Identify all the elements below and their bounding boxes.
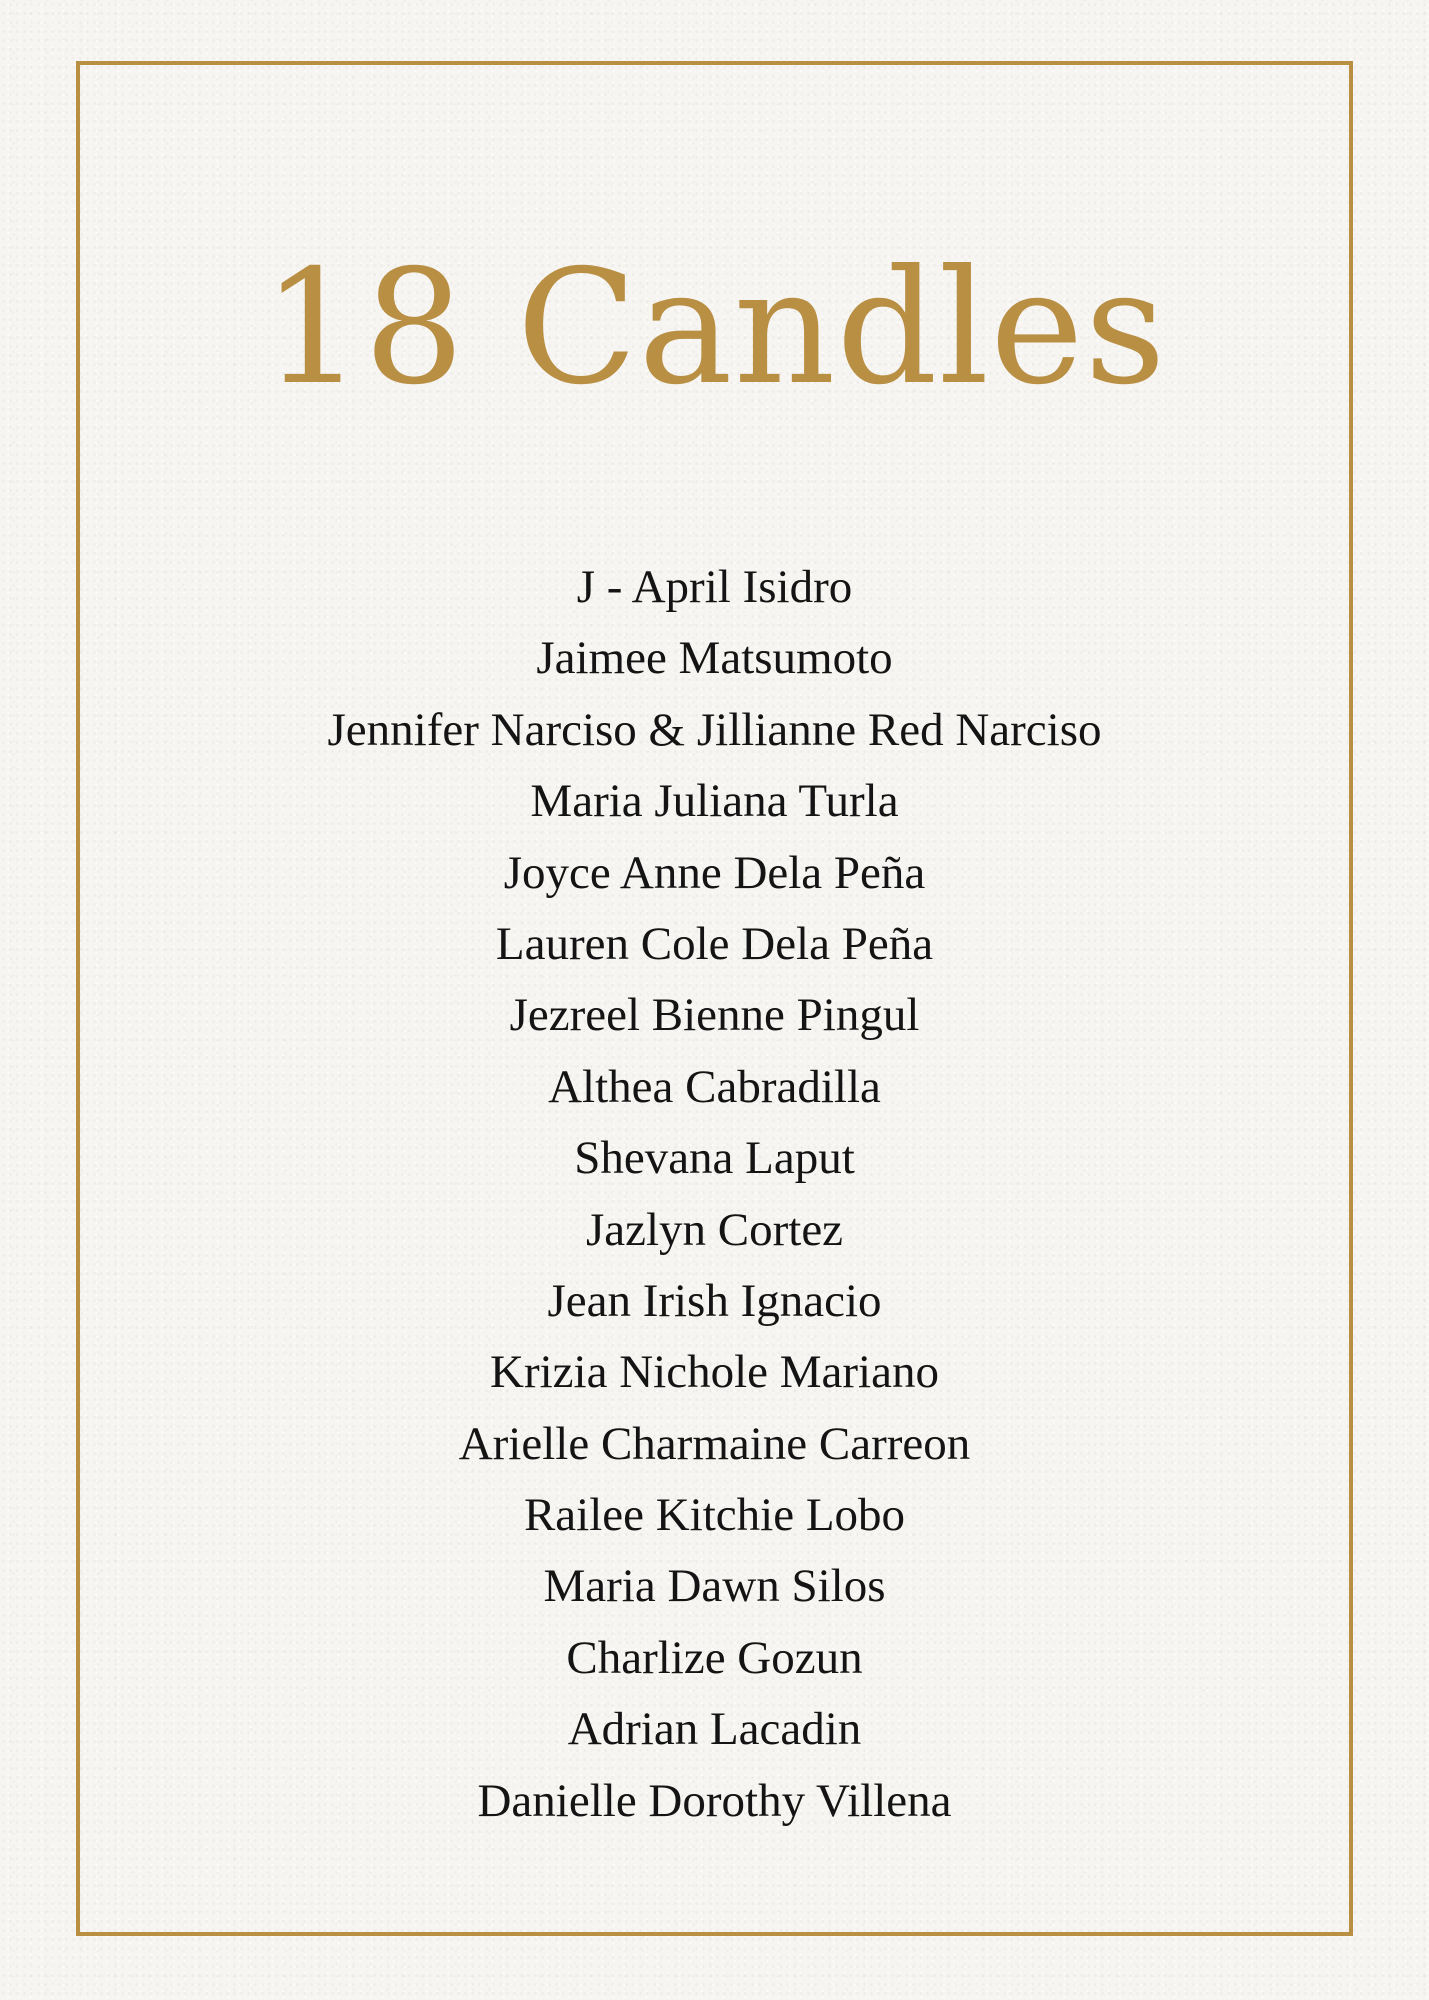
name-item: Jennifer Narciso & Jillianne Red Narciso bbox=[327, 703, 1102, 756]
name-item: Adrian Lacadin bbox=[567, 1703, 862, 1756]
name-item: Jean Irish Ignacio bbox=[547, 1274, 882, 1327]
name-item: Railee Kitchie Lobo bbox=[523, 1489, 906, 1542]
name-item: Krizia Nichole Mariano bbox=[490, 1346, 939, 1399]
name-item: Shevana Laput bbox=[574, 1132, 855, 1185]
name-item: Joyce Anne Dela Peña bbox=[503, 846, 926, 899]
name-item: Jaimee Matsumoto bbox=[536, 632, 893, 685]
names-list bbox=[0, 552, 1429, 1837]
name-item: Jazlyn Cortez bbox=[585, 1203, 844, 1256]
name-item: Maria Dawn Silos bbox=[543, 1560, 886, 1613]
name-item: Charlize Gozun bbox=[566, 1631, 863, 1684]
name-item: Althea Cabradilla bbox=[548, 1060, 881, 1113]
page-title: 18 Candles bbox=[262, 236, 1167, 420]
name-item: Lauren Cole Dela Peña bbox=[495, 917, 934, 970]
name-item: J - April Isidro bbox=[576, 561, 853, 613]
name-item: Arielle Charmaine Carreon bbox=[458, 1417, 971, 1470]
name-item: Danielle Dorothy Villena bbox=[477, 1774, 952, 1827]
name-item: Jezreel Bienne Pingul bbox=[509, 989, 920, 1042]
name-item: Maria Juliana Turla bbox=[530, 775, 899, 828]
